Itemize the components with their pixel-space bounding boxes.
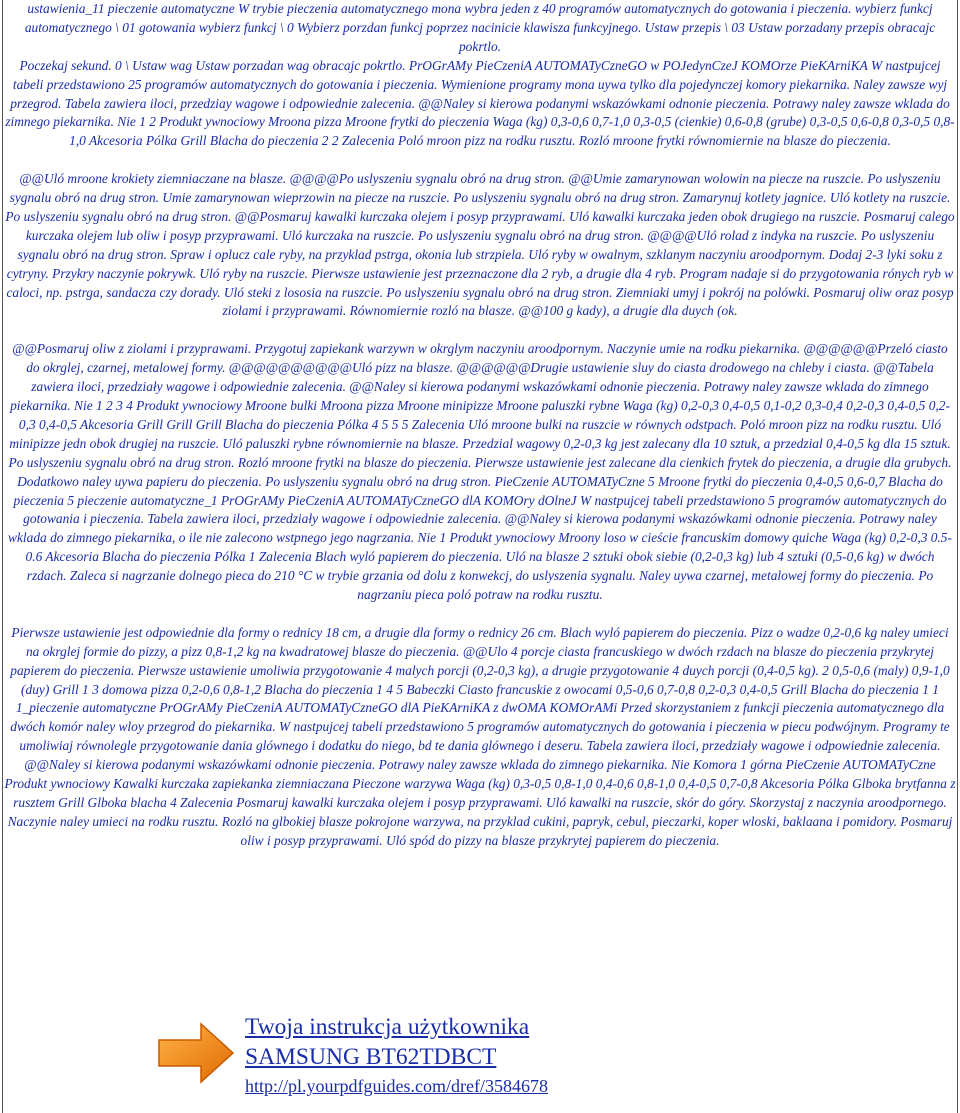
manual-url-link[interactable]: http://pl.yourpdfguides.com/dref/3584678 [245, 1076, 548, 1096]
product-model-link[interactable]: SAMSUNG BT62TDBCT [245, 1044, 497, 1070]
footer-link-block[interactable] [155, 1012, 955, 1112]
manual-title-link[interactable]: Twoja instrukcja użytkownika [245, 1014, 530, 1040]
paragraph: Poczekaj sekund. 0 \ Ustaw wag Ustaw porzadan wag obracajc pokrtlo. PrOGrAMy PieCzeniA AUTOMATyCzneGO w POJedynCzeJ KOMOrze PieKArniKA W nastpujcej tabeli przedstawiono 25 programów automatycznych do gotowania i pieczenia. Wymienione programy mona uywa tylko dla pojedynczej komory piekarnika. Naley zawsze wyj przegrod. Tabela zawiera iloci, przedziay wagowe i odpowiednie zalecenia. @@Naley si kierowa podanymi wskazówkami odnonie pieczenia. Potrawy naley zawsze wklada do zimnego piekarnika. Nie 1 2 Produkt ywnociowy Mroona pizza Mroone frytki do pieczenia Waga (kg) 0,3-0,6 0,7-1,0 0,3-0,5 (cienkie) 0,6-0,8 (grube) 0,3-0,5 0,6-0,8 0,3-0,5 0,8-1,0 Akcesoria Pólka Grill Blacha do pieczenia 2 2 Zalecenia Poló mroon pizz na rodku rusztu. Rozló mroone frytki równomiernie na blasze do pieczenia. [5, 57, 955, 149]
document-body [4, 0, 956, 851]
paragraph: Pierwsze ustawienie jest odpowiednie dla formy o rednicy 18 cm, a drugie dla formy o rednicy 26 cm. Blach wyló papierem do pieczenia. Pizz o wadze 0,2-0,6 kg naley umieci na okrglej formie do pizzy, a pizz 0,8-1,2 kg na kwadratowej blasze do pieczenia. @@Ulo 4 porcje ciasta francuskiego w dwóch rzdach na blasze do pieczenia przykrytej papierem do pieczenia. Pierwsze ustawienie umoliwia przygotowanie 4 malych porcji (0,2-0,3 kg), a drugie przygotowanie 4 duych porcji (0,4-0,5 kg). 2 0,5-0,6 (maly) 0,9-1,0 (duy) Grill 1 3 domowa pizza 0,2-0,6 0,8-1,2 Blacha do pieczenia 1 4 5 Babeczki Ciasto francuskie z owocami 0,5-0,6 0,7-0,8 0,2-0,3 0,4-0,5 Grill Blacha do pieczenia 1 1 1_pieczenie automatyczne PrOGrAMy PieCzeniA AUTOMATyCzneGO dlA PieKArniKA z dwOMA KOMOrAMi Przed skorzystaniem z funkcji pieczenia automatycznego dla dwóch komór naley wloy przegrod do piekarnika. W nastpujcej tabeli przedstawiono 5 programów automatycznych do gotowania i pieczenia w piecu podwójnym. Programy te umoliwiaj równolegle przygotowanie dania glównego i dodatku do niego, bd te dania glównego i deseru. Tabela zawiera iloci, przedziały wagowe i odpowiednie zalecenia. @@Naley si kierowa podanymi wskazówkami odnonie pieczenia. Potrawy naley zawsze wklada do zimnego piekarnika. Nie Komora 1 górna PieCzenie AUTOMATyCzne Produkt ywnociowy Kawalki kurczaka zapiekanka ziemniaczana Pieczone warzywa Waga (kg) 0,3-0,5 0,8-1,0 0,4-0,6 0,8-1,0 0,4-0,5 0,7-0,8 Akcesoria Pólka Glboka brytfanna z rusztem Grill Glboka blacha 4 Zalecenia Posmaruj kawalki kurczaka olejem i posyp przyprawami. Uló kawalki na ruszcie, skór do góry. Skorzystaj z naczynia aroodpornego. Naczynie naley umieci na rodku rusztu. Rozló na glbokiej blasze pokrojone warzywa, na przyklad cukini, papryk, cebul, pieczarki, koper wloski, baklaana i pomidory. Posmaruj oliw i posyp przyprawami. Uló spód do pizzy na blasze przykrytej papierem do pieczenia. [4, 624, 956, 848]
orange-arrow-icon [155, 1018, 235, 1088]
paragraph: @@Posmaruj oliw z ziolami i przyprawami. Przygotuj zapiekank warzywn w okrglym naczyniu aroodpornym. Naczynie umie na rodku piekarnika. @@@@@@Przeló ciasto do okrglej, czarnej, metalowej formy. @@@@@@@@@@Uló pizz na blasze. @@@@@@Drugie ustawienie sluy do ciasta drodowego na chleby i ciasta. @@Tabela zawiera iloci, przedziały wagowe i odpowiednie zalecenia. @@Naley si kierowa podanymi wskazówkami odnonie pieczenia. Potrawy naley zawsze wklada do zimnego piekarnika. Nie 1 2 3 4 Produkt ywnociowy Mroone bulki Mroona pizza Mroone minipizze Mroone paluszki rybne Waga (kg) 0,2-0,3 0,4-0,5 0,1-0,2 0,3-0,4 0,2-0,3 0,4-0,5 0,2-0,3 0,4-0,5 Akcesoria Grill Grill Grill Blacha do pieczenia Pólka 4 5 5 5 Zalecenia Uló mroone bulki na ruszcie w równych odstpach. Poló mroon pizz na rodku rusztu. Uló minipizze jedn obok drugiej na ruszcie. Uló paluszki rybne równomiernie na blasze. Przedzial wagowy 0,2-0,3 kg jest zalecany dla 10 sztuk, a przedzial 0,4-0,5 kg dla 15 sztuk. Po uslyszeniu sygnalu obró na drug stron. Rozló mroone frytki na blasze do pieczenia. Pierwsze ustawienie jest zalecane dla cienkich frytek do pieczenia, a drugie dla grubych. Dodatkowo naley uywa papieru do pieczenia. Po uslyszeniu sygnalu obró na drug stron. PieCzenie AUTOMATyCzne 5 Mroone frytki do pieczenia 0,4-0,5 0,6-0,7 Blacha do pieczenia 5 pieczenie automatyczne_1 PrOGrAMy PieCzeniA AUTOMATyCzneGO dlA KOMOry dOlneJ W nastpujcej tabeli przedstawiono 5 programów automatycznych do gotowania i pieczenia. Tabela zawiera iloci, przedziały wagowe i odpowiednie zalecenia. @@Naley si kierowa podanymi wskazówkami odnonie pieczenia. Potrawy naley wklada do zimnego piekarnika, o ile nie zalecono wstpnego jego nagrzania. Nie 1 Produkt ywnociowy Mroony loso w cieście francuskim domowy quiche Waga (kg) 0,2-0,3 0.5-0.6 Akcesoria Blacha do pieczenia Pólka 1 Zalecenia Blach wyló papierem do pieczenia. Uló na blasze 2 sztuki obok siebie (0,2-0,3 kg) lub 4 sztuki (0,5-0,6 kg) w dwóch rzdach. Zaleca si nagrzanie dolnego pieca do 210 °C w trybie grzania od dolu z konwekcj, do uslyszenia sygnalu. Naley uywa czarnej, metalowej formy do pieczenia. Po nagrzaniu pieca poló potraw na rodku rusztu. [8, 341, 952, 603]
footer-text [245, 1012, 548, 1100]
paragraph: @@Uló mroone krokiety ziemniaczane na blasze. @@@@Po uslyszeniu sygnalu obró na drug stron. @@Umie zamarynowan wolowin na piecze na ruszcie. Po uslyszeniu sygnalu obró na drug stron. Umie zamarynowan wieprzowin na piecze na ruszcie. Po uslyszeniu sygnalu obró na drug stron. Zamarynuj kotlety jagnice. Uló kotlety na ruszcie. Po uslyszeniu sygnalu obró na drug stron. @@Posmaruj kawalki kurczaka olejem i posyp przyprawami. Uló kawalki kurczaka jeden obok drugiego na ruszcie. Posmaruj calego kurczaka olejem lub oliw i posyp przyprawami. Uló kurczaka na ruszcie. Po uslyszeniu sygnalu obró na drug stron. @@@@Uló rolad z indyka na ruszcie. Po uslyszeniu sygnalu obró na drug stron. Spraw i oplucz cale ryby, na przyklad pstrga, okonia lub strzpiela. Uló ryby w owalnym, szklanym naczyniu aroodpornym. Dodaj 2-3 lyki soku z cytryny. Przykry naczynie pokrywk. Uló ryby na ruszcie. Pierwsze ustawienie jest przeznaczone dla 2 ryb, a drugie dla 4 ryb. Program nadaje si do przygotowania rónych ryb w caloci, np. pstrga, sandacza czy dorady. Uló steki z lososia na ruszcie. Po uslyszeniu sygnalu obró na drug stron. Ziemniaki umyj i pokrój na polówki. Posmaruj oliw oraz posyp ziolami i przyprawami. Równomiernie rozló na blasze. @@100 g kady), a drugie dla duych (ok. [5, 171, 955, 319]
paragraph: ustawienia_11 pieczenie automatyczne W trybie pieczenia automatycznego mona wybra jeden z 40 programów automatycznych do gotowania i pieczenia. wybierz funkcj automatycznego \ 01 gotowania wybierz funkcj \ 0 Wybierz porzdan funkcj poprzez nacinicie klawisza funkcyjnego. Ustaw przepis \ 03 Ustaw porzadany przepis obracajc pokrtlo. [24, 1, 936, 54]
